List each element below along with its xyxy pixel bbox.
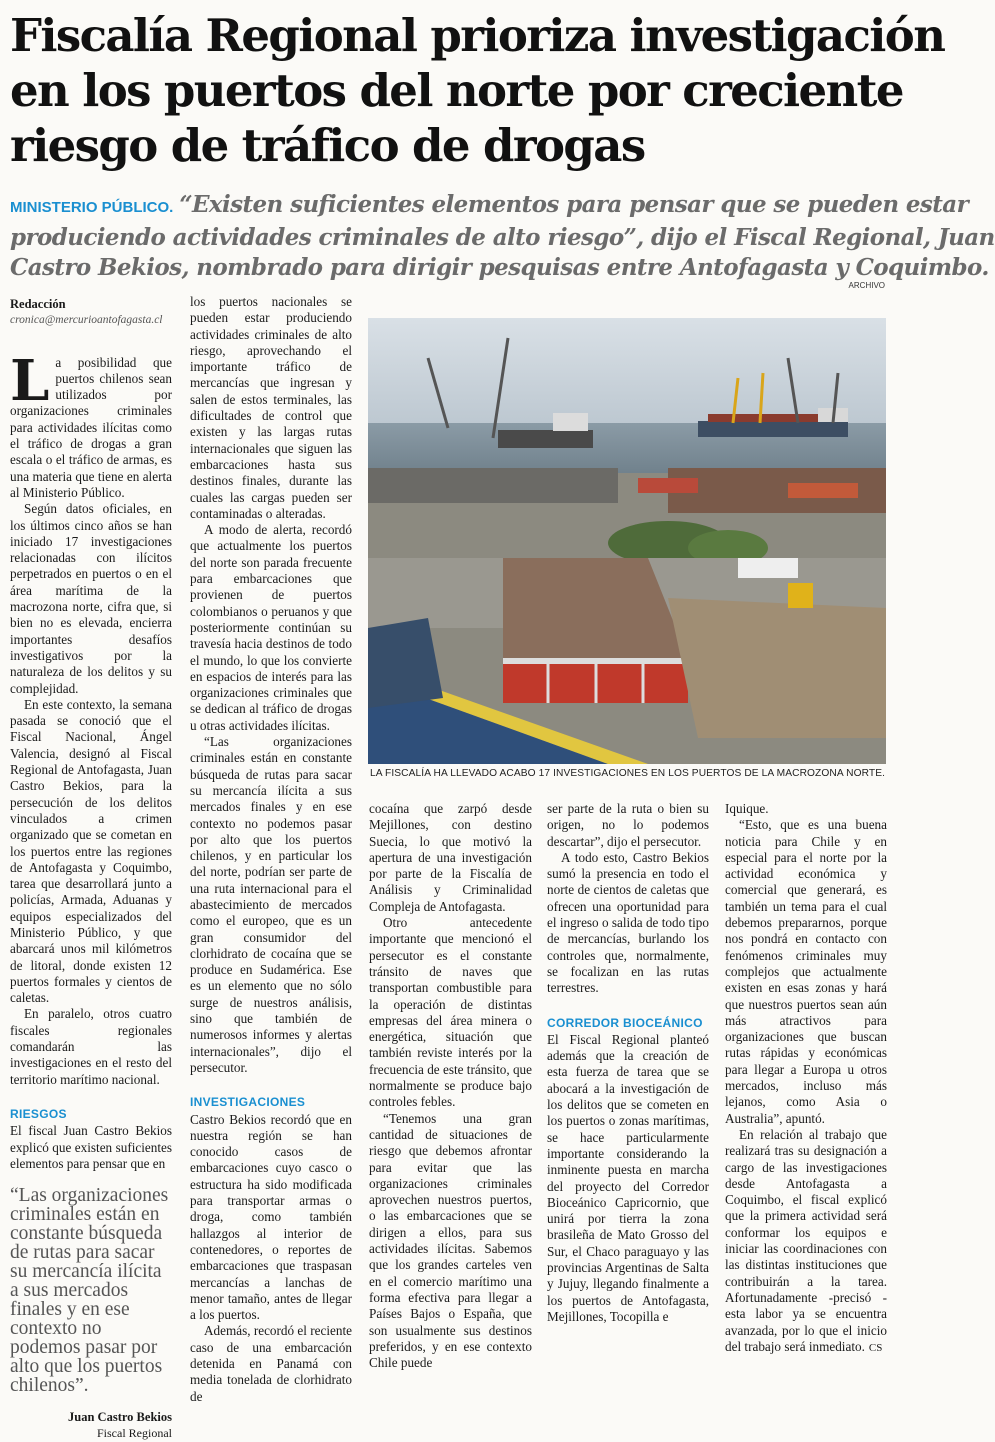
pull-quote-role: Fiscal Regional [97, 1426, 172, 1441]
paragraph [10, 347, 172, 502]
article-column-4 [547, 801, 709, 1325]
port-photo [368, 318, 886, 764]
lead-line: Castro Bekios, nombrado para dirigir pesquisas entre Antofagasta y Coquimbo. [10, 254, 989, 281]
drop-cap: L [10, 347, 50, 414]
paragraph: El Fiscal Regional planteó además que la creación de esta fuerza de tarea que se abocará a la investigación de los delitos que se cometen en los puertos o zonas marítimas, se hace particularmente importante considerando la inminente puesta en marcha del proyecto del Corredor Bioceánico Capricornio, que unirá por tierra la zona brasileña de Mato Grosso del Sur, el Chaco paraguayo y las provincias Argentinas de Salta y Jujuy, llegando finalmente a los puertos de Antofagasta, Mejillones, Tocopilla e [547, 1031, 709, 1324]
paragraph: Otro antecedente importante que mencionó el persecutor es el constante tránsito de naves que transportan combustible para la operación de distintas empresas del área minera o energética, situación que también reviste interés por la frecuencia de este tránsito, que normalmente se produce bajo controles febles. [369, 915, 532, 1110]
lead-line [10, 190, 969, 223]
paragraph: Además, recordó el reciente caso de una embarcación detenida en Panamá con media tonelada de clorhidrato de [190, 1323, 352, 1404]
headline [10, 8, 945, 173]
subheading-corredor-bioceanico: CORREDOR BIOCEÁNICO [547, 1015, 703, 1030]
lead-text: “Existen suficientes elementos para pensar que se pueden estar [179, 191, 969, 218]
paragraph: A modo de alerta, recordó que actualmente los puertos del norte son parada frecuente para embarcaciones que provienen de puertos colombianos o peruanos y que posteriormente continúan su travesía hacia destinos de todo el mundo, lo que los convierte en espacios de interés para las organizaciones criminales que se dedican al tráfico de drogas u otras actividades ilícitas. [190, 522, 352, 733]
photo-credit: ARCHIVO [848, 281, 885, 290]
paragraph: En paralelo, otros cuatro fiscales regionales comandarán las investigaciones en el resto del territorio marítimo nacional. [10, 1006, 172, 1087]
pull-quote: “Las organizaciones criminales están en constante búsqueda de rutas para sacar su mercancía ilícita a sus mercados finales y en ese contexto no podemos pasar por alto que los puertos chilenos”. [10, 1185, 169, 1397]
headline-line: riesgo de tráfico de drogas [10, 119, 645, 172]
paragraph: “Tenemos una gran cantidad de situaciones de riesgo que debemos afrontar para evitar que las organizaciones criminales aprovechen nuestros puertos, o las embarcaciones que se dirigen a ellos, para sus actividades ilícitas. Sabemos que los grandes carteles ven en el comercio marítimo una forma efectiva para llegar a Países Bajos o España, que son usualmente sus destinos preferidos, y en ese contexto Chile puede [369, 1110, 532, 1371]
paragraph: cocaína que zarpó desde Mejillones, con destino Suecia, lo que motivó la apertura de una investigación por parte de la Fiscalía de Análisis y Criminalidad Compleja de Antofagasta. [369, 801, 532, 914]
photo-caption: LA FISCALÍA HA LLEVADO ACABO 17 INVESTIGACIONES EN LOS PUERTOS DE LA MACROZONA NORTE. [370, 768, 886, 779]
paragraph: “Las organizaciones criminales están en constante búsqueda de rutas para sacar su mercancía ilícita a sus mercados finales y en ese contexto no podemos pasar por alto que los puertos chilenos, y en particular los del norte, podrían ser parte de una ruta internacional para el abastecimiento de mercados como el europeo, que es un gran consumidor del clorhidrato de cocaína que se produce en Sudamérica. Ese es un elemento que no sólo surge de nuestros análisis, sino que también de numerosos informes y alertas internacionales”, dijo el persecutor. [190, 734, 352, 1075]
paragraph: El fiscal Juan Castro Bekios explicó que existen suficientes elementos para pensar que en [10, 1123, 172, 1171]
paragraph-text: En relación al trabajo que realizará tras su designación a cargo de las investigaciones desde Antofagasta a Coquimbo, el fiscal explicó que la primera actividad será conformar los equipos e iniciar las coordinaciones con las distintas instituciones que contribuirán a la tarea. Afortunadamente -precisó - esta labor ya se encuentra avanzada, por lo que el inicio del trabajo será inmediato. [725, 1126, 887, 1354]
paragraph: “Esto, que es una buena noticia para Chile y en especial para el norte por la actividad económica y comercial que generará, es también un tema para el cual debemos prepararnos, porque nos pondrá en contacto con fenómenos criminales muy complejos que actualmente existen en esas zonas y hará que nuestros puertos sean aún más atractivos para organizaciones que buscan rutas rápidas y económicas para llegar a Europa u otros mercados, incluso más lejanos, como Asia o Australia”, apuntó. [725, 817, 887, 1126]
paragraph-text: a posibilidad que puertos chilenos sean utilizados por organizaciones criminales para actividades ilícitas como el tráfico de drogas a gran escala o el tráfico de armas, es una materia que tiene en alerta al Ministerio Público. [10, 354, 172, 500]
subheading-investigaciones: INVESTIGACIONES [190, 1095, 306, 1110]
lead-line: produciendo actividades criminales de alto riesgo”, dijo el Fiscal Regional, Juan [10, 224, 995, 251]
paragraph: ser parte de la ruta o bien su origen, no lo podemos descartar”, dijo el persecutor. [547, 801, 709, 849]
article-column-1 [10, 296, 172, 1442]
paragraph: En este contexto, la semana pasada se conoció que el Fiscal Nacional, Ángel Valencia, designó al Fiscal Regional de Antofagasta, Juan Castro Bekios, para la persecución de los delitos vinculados a crimen organizado que se cometan en los puertos entre las regiones de Antofagasta y Coquimbo, tarea que desarrollará junto a policías, Armada, Aduanas y equipos especializados del Ministerio Público, y que abarcará unos mil kilómetros de litoral, donde existen 12 puertos formales y cientos de caletas. [10, 696, 172, 1006]
headline-line: en los puertos del norte por creciente [10, 64, 903, 117]
port-photo-illustration [368, 318, 886, 764]
subheading-riesgos: RIESGOS [10, 1106, 67, 1121]
article-column-2 [190, 294, 352, 1405]
article-column-5 [725, 801, 887, 1356]
byline-email[interactable]: cronica@mercurioantofagasta.cl [10, 314, 163, 327]
byline-author: Redacción [10, 297, 66, 311]
lead-paragraph [10, 190, 995, 283]
paragraph: A todo esto, Castro Bekios sumó la presencia en todo el norte de cientos de caletas que ofrecen una oportunidad para el ingreso o salida de todo tipo de mercancías, burlando los controles que, normalmente, se focalizan en las rutas terrestres. [547, 849, 709, 996]
article-column-3 [369, 801, 532, 1371]
paragraph: Según datos oficiales, en los últimos cinco años se han iniciado 17 investigaciones relacionadas con ilícitos perpetrados en puertos o en el área marítima de la macrozona norte, cifra que, si bien no es elevada, encierra importantes desafíos investigativos por la naturaleza de los delitos y su complejidad. [10, 501, 172, 696]
section-kicker: MINISTERIO PÚBLICO. [10, 199, 174, 216]
paragraph: Iquique. [725, 801, 769, 816]
headline-line: Fiscalía Regional prioriza investigación [10, 9, 945, 62]
paragraph: los puertos nacionales se pueden estar produciendo actividades criminales de alto riesgo, aprovechando el importante tráfico de mercancías que ingresan y salen de estos terminales, las dificultades de control que existen y las largas rutas internacionales que siguen las embarcaciones hasta sus destinos finales, durante las cuales las cargas pueden ser contaminadas o alteradas. [190, 294, 352, 521]
paragraph: Castro Bekios recordó que en nuestra región se han conocido casos de embarcaciones cuyo casco o estructura ha sido modificada para transportar armas o droga, como también hallazgos al interior de contenedores, o reportes de embarcaciones que traspasan mercancías a lanchas de menor tamaño, antes de llegar a los puertos. [190, 1111, 352, 1323]
end-mark: CS [868, 1341, 883, 1354]
pull-quote-author: Juan Castro Bekios [68, 1410, 172, 1425]
paragraph [725, 1127, 887, 1356]
